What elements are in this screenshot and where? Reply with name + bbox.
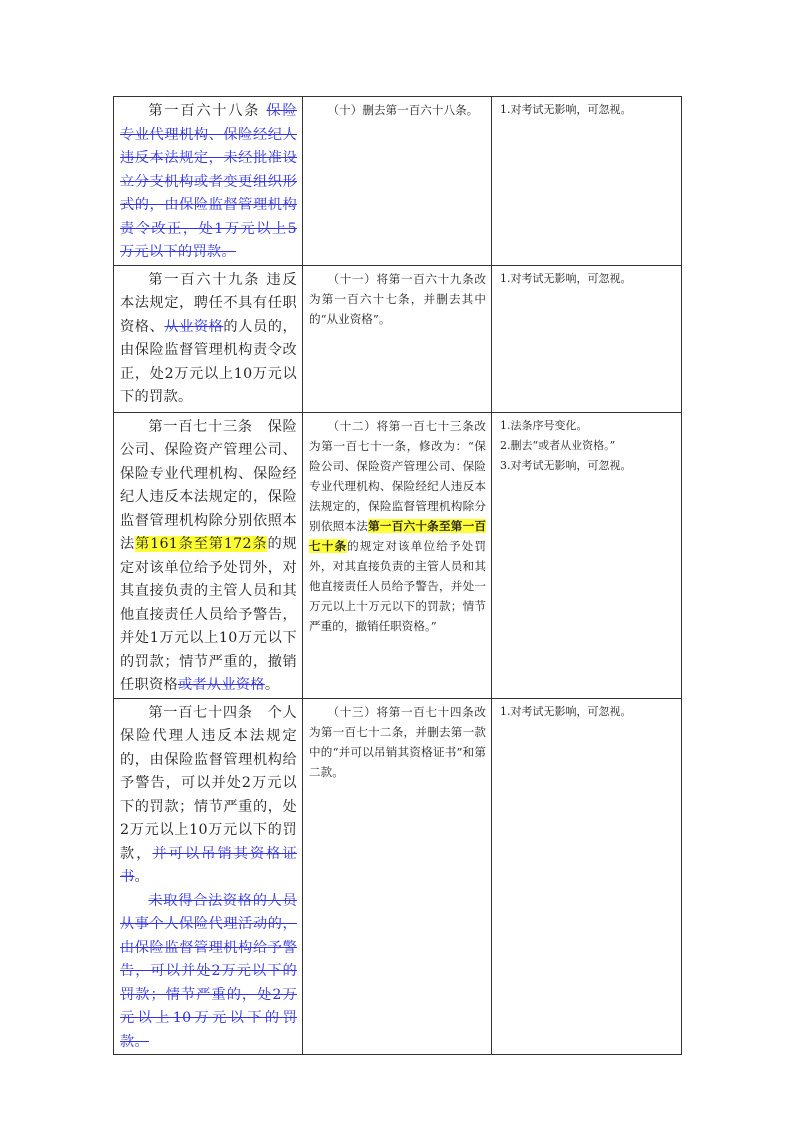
text-run: 。 xyxy=(264,677,280,693)
note-item: 1.对考试无影响，可忽视。 xyxy=(500,704,632,718)
text-run: （十二）将第一百七十三条改为第一百七十一条，修改为：“保险公司、保险资产管理公司、保险专业代理机构、保险经纪人违反本法规定的，保险监督管理机构除分别依照本法 xyxy=(309,418,486,533)
highlighted-bold-text: 第一百六十条至第一百七十条 xyxy=(309,518,486,553)
paragraph xyxy=(120,416,297,698)
amendment-cell xyxy=(303,97,492,266)
text-run: 的规定对该单位给予处罚外，对其直接负责的主管人员和其他直接责任人员给予警告，并处1万元以上10万元以下的罚款；情节严重的，撤销任职资格 xyxy=(120,536,297,693)
highlighted-text: 第161条至第172条 xyxy=(135,536,268,552)
text-run: （十一）将第一百六十九条改为第一百六十七条，并删去其中的“从业资格”。 xyxy=(309,271,486,326)
table-row xyxy=(114,97,682,266)
note-cell xyxy=(492,698,682,1055)
amendment-cell xyxy=(303,698,492,1055)
note-cell xyxy=(492,265,682,412)
text-run: 第一百六十八条 xyxy=(148,103,267,119)
paragraph xyxy=(120,890,297,1055)
text-run: 第一百六十九条 违反本法规定，聘任不具有任职资格、 xyxy=(120,271,297,335)
deleted-text: 从业资格 xyxy=(164,318,224,335)
text-run: 的人员的，由保险监督管理机构责令改正，处2万元以上10万元以下的罚款。 xyxy=(120,318,297,405)
note-cell xyxy=(492,97,682,266)
original-article-cell xyxy=(114,412,303,698)
original-article-cell xyxy=(114,97,303,266)
note-item: 1.对考试无影响，可忽视。 xyxy=(500,103,632,116)
text-run: 第一百七十四条 个人保险代理人违反本法规定的，由保险监督管理机构给予警告，可以并处2万元以下的罚款；情节严重的，处2万元以上10万元以下的罚款， xyxy=(120,704,297,862)
note-item: 1.法条序号变化。 xyxy=(500,418,588,432)
note-cell xyxy=(492,412,682,698)
original-article-cell xyxy=(114,698,303,1055)
deleted-text: 并可以吊销其资格证书 xyxy=(120,845,298,885)
table-row xyxy=(114,412,682,698)
text-run: （十）删去第一百六十八条。 xyxy=(327,103,479,117)
paragraph xyxy=(309,100,486,120)
table-row xyxy=(114,265,682,412)
paragraph xyxy=(309,702,486,782)
paragraph xyxy=(309,269,486,329)
note-item: 3.对考试无影响，可忽视。 xyxy=(500,458,632,472)
text-run: （十三）将第一百七十四条改为第一百七十二条，并删去第一款中的“并可以吊销其资格证书”和第二款。 xyxy=(309,704,486,779)
paragraph xyxy=(120,100,297,265)
amendment-cell xyxy=(303,265,492,412)
amendment-comparison-table xyxy=(113,96,682,1055)
deleted-text: 或者从业资格 xyxy=(177,677,265,693)
note-item: 1.对考试无影响，可忽视。 xyxy=(500,271,632,285)
table-row xyxy=(114,698,682,1055)
deleted-text: 保险专业代理机构、保险经纪人违反本法规定，未经批准设立分支机构或者变更组织形式的，由保险监督管理机构责令改正，处1万元以上5万元以下的罚款。 xyxy=(120,103,297,260)
note-item: 2.删去“或者从业资格。” xyxy=(500,438,616,452)
deleted-text: 未取得合法资格的人员从事个人保险代理活动的，由保险监督管理机构给予警告，可以并处2万元以下的罚款；情节严重的，处2万元以上10万元以下的罚款。 xyxy=(120,892,297,1050)
paragraph xyxy=(120,702,297,890)
amendment-cell xyxy=(303,412,492,698)
paragraph xyxy=(309,416,486,636)
paragraph xyxy=(120,269,297,410)
text-run: 。 xyxy=(134,869,149,885)
text-run: 的规定对该单位给予处罚外，对其直接负责的主管人员和其他直接责任人员给予警告，并处一万元以上十万元以下的罚款；情节严重的，撤销任职资格。” xyxy=(309,538,486,633)
text-run: 第一百七十三条 保险公司、保险资产管理公司、保险专业代理机构、保险经纪人违反本法规定的，保险监督管理机构除分别依照本法 xyxy=(120,418,297,552)
original-article-cell xyxy=(114,265,303,412)
